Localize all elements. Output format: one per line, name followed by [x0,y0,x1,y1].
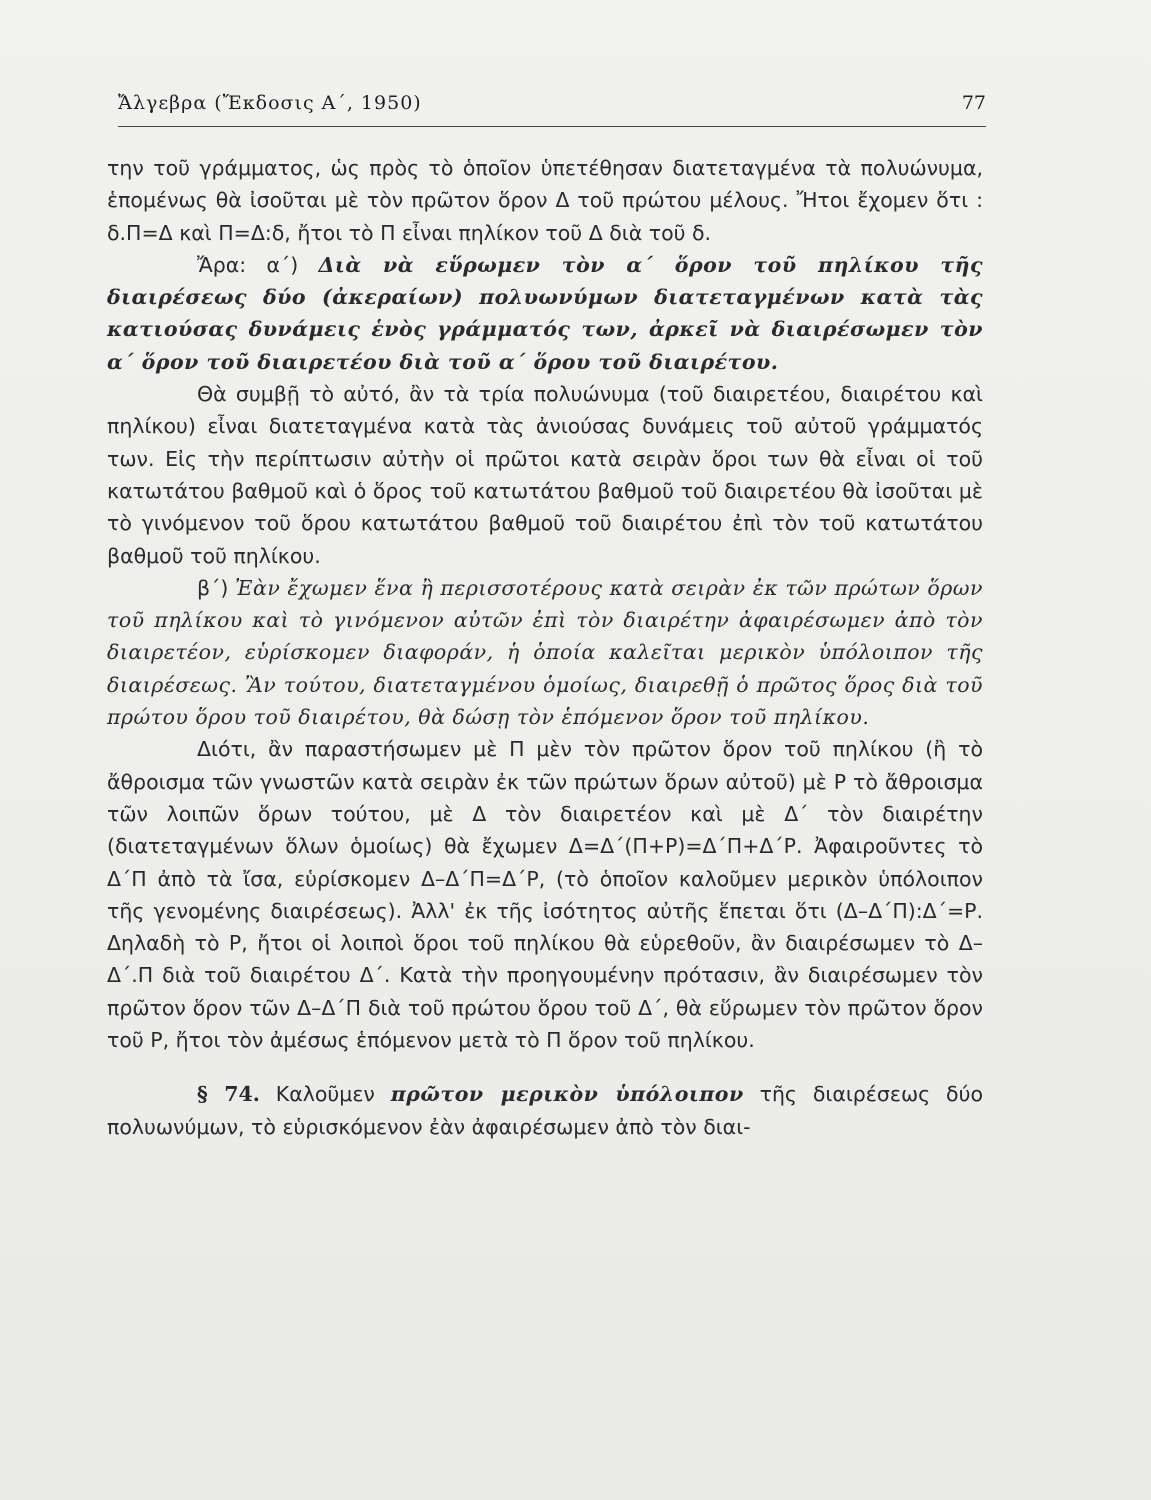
rule-b-label: β΄) [197,575,235,600]
paragraph-continuation [107,152,983,249]
rule-a-label: Ἄρα: α΄) [197,252,319,277]
rule-b-text: Ἐὰν ἔχωμεν ἕνα ἢ περισσοτέρους κατὰ σειρὰν ἐκ τῶν πρώτων ὅρων τοῦ πηλίκου καὶ τὸ γινόμενον αὐτῶν ἐπὶ τὸν διαιρέτην ἀφαιρέσωμεν ἀπὸ τὸν διαιρετέον, εὑρίσκομεν διαφοράν, ἡ ὁποία καλεῖται μερικὸν ὑπόλοιπον τῆς διαιρέσεως. Ἂν τούτου, διατεταγμένου ὁμοίως, διαιρεθῇ ὁ πρῶτος ὅρος διὰ τοῦ πρώτου ὅρου τοῦ διαιρέτου, θὰ δώσῃ τὸν ἑπόμενον ὅρον τοῦ πηλίκου. [107,575,983,730]
proof-paragraph [107,733,983,1056]
header-title: Ἄλγεβρα (Ἔκδοσις Α΄, 1950) [118,92,422,114]
section-term: πρῶτον μερικὸν ὑπόλοιπον [390,1082,744,1107]
ascending-note-paragraph [107,378,983,572]
page-body [107,152,983,1143]
section-text: τῆς διαιρέσεως δύο πολυωνύμων, τὸ εὑρισκόμενον ἐὰν ἀφαιρέσωμεν ἀπὸ τὸν διαι- [107,1082,983,1139]
rule-a-paragraph [107,249,983,378]
section-lead: Καλοῦμεν [259,1082,391,1107]
rule-b-paragraph [107,572,983,733]
paragraph-text: την τοῦ γράμματος, ὡς πρὸς τὸ ὁποῖον ὑπετέθησαν διατεταγμένα τὰ πολυώνυμα, ἑπομένως θὰ ἰσοῦται μὲ τὸν πρῶτον ὅρον Δ τοῦ πρώτου μέλους. Ἤτοι ἔχομεν ὅτι : δ.Π=Δ καὶ Π=Δ:δ, ἤτοι τὸ Π εἶναι πηλίκον τοῦ Δ διὰ τοῦ δ. [107,156,983,245]
paragraph-text: Διότι, ἂν παραστήσωμεν μὲ Π μὲν τὸν πρῶτον ὅρον τοῦ πηλίκου (ἢ τὸ ἄθροισμα τῶν γνωστῶν κατὰ σειρὰν ἐκ τῶν πρώτων ὅρων αὐτοῦ) μὲ Ρ τὸ ἄθροισμα τῶν λοιπῶν ὅρων τούτου, μὲ Δ τὸν διαιρετέον καὶ μὲ Δ΄ τὸν διαιρέτην (διατεταγμένων ὅλων ὁμοίως) θὰ ἔχωμεν Δ=Δ΄(Π+Ρ)=Δ΄Π+Δ΄Ρ. Ἀφαιροῦντες τὸ Δ΄Π ἀπὸ τὰ ἴσα, εὑρίσκομεν Δ–Δ΄Π=Δ΄Ρ, (τὸ ὁποῖον καλοῦμεν μερικὸν ὑπόλοιπον τῆς γενομένης διαιρέσεως). Ἀλλ' ἐκ τῆς ἰσότητος αὐτῆς ἕπεται ὅτι (Δ–Δ΄Π):Δ΄=Ρ. Δηλαδὴ τὸ Ρ, ἤτοι οἱ λοιποὶ ὅροι τοῦ πηλίκου θὰ εὑρεθοῦν, ἂν διαιρέσωμεν τὸ Δ–Δ΄.Π διὰ τοῦ διαιρέτου Δ΄. Κατὰ τὴν προηγουμένην πρότασιν, ἂν διαιρέσωμεν τὸν πρῶτον ὅρον τῶν Δ–Δ΄Π διὰ τοῦ πρώτου ὅρου τοῦ Δ΄, θὰ εὕρωμεν τὸν πρῶτον ὅρον τοῦ Ρ, ἤτοι τὸν ἀμέσως ἑπόμενον μετὰ τὸ Π ὅρον τοῦ πηλίκου. [107,737,983,1053]
page-number: 77 [961,92,986,114]
section-74-paragraph [107,1078,983,1143]
running-header [118,92,986,127]
rule-a-text: Διὰ νὰ εὕρωμεν τὸν α΄ ὅρον τοῦ πηλίκου τῆς διαιρέσεως δύο (ἀκεραίων) πολυωνύμων διατεταγμένων κατὰ τὰς κατιούσας δυνάμεις ἑνὸς γράμματός των, ἀρκεῖ νὰ διαιρέσωμεν τὸν α΄ ὅρον τοῦ διαιρετέου διὰ τοῦ α΄ ὅρου τοῦ διαιρέτου. [107,252,983,374]
section-number: § 74. [197,1082,260,1107]
paragraph-text: Θὰ συμβῇ τὸ αὐτό, ἂν τὰ τρία πολυώνυμα (τοῦ διαιρετέου, διαιρέτου καὶ πηλίκου) εἶναι διατεταγμένα κατὰ τὰς ἀνιούσας δυνάμεις τοῦ αὐτοῦ γράμματός των. Εἰς τὴν περίπτωσιν αὐτὴν οἱ πρῶτοι κατὰ σειρὰν ὅροι των θὰ εἶναι οἱ τοῦ κατωτάτου βαθμοῦ καὶ ὁ ὅρος τοῦ κατωτάτου βαθμοῦ τοῦ διαιρετέου θὰ ἰσοῦται μὲ τὸ γινόμενον τοῦ ὅρου κατωτάτου βαθμοῦ τοῦ διαιρέτου ἐπὶ τὸν τοῦ κατωτάτου βαθμοῦ τοῦ πηλίκου. [107,382,983,568]
